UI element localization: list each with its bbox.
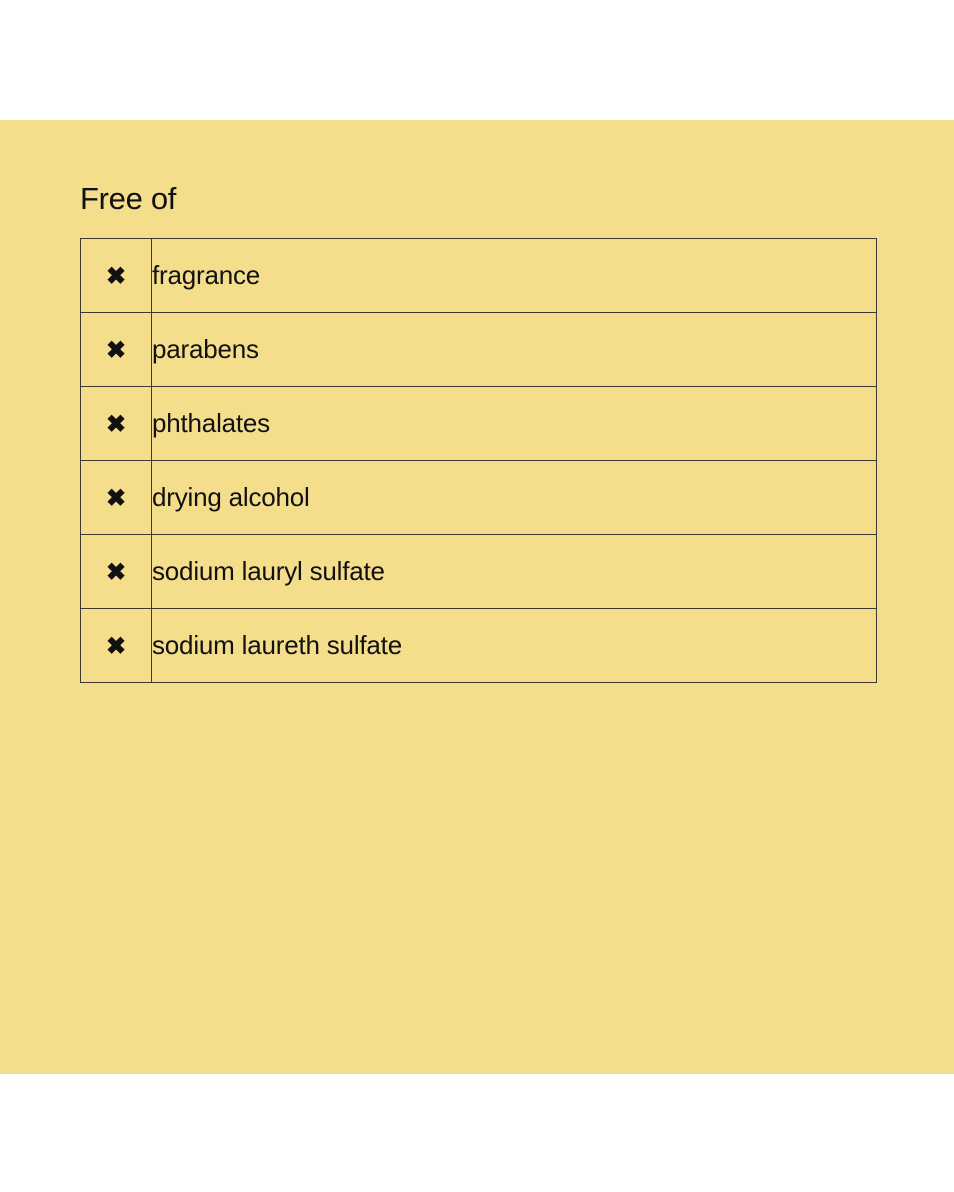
x-mark-icon: ✖	[105, 558, 127, 586]
table-row	[81, 461, 877, 535]
row-label-cell: fragrance	[152, 239, 877, 313]
row-icon-cell	[81, 313, 152, 387]
row-label-cell: sodium laureth sulfate	[152, 609, 877, 683]
x-mark-icon: ✖	[105, 262, 127, 290]
row-icon-cell	[81, 239, 152, 313]
table-row	[81, 387, 877, 461]
x-mark-icon: ✖	[105, 336, 127, 364]
row-icon-cell	[81, 461, 152, 535]
free-of-panel	[0, 120, 954, 1074]
row-icon-cell	[81, 387, 152, 461]
row-label-cell: phthalates	[152, 387, 877, 461]
x-mark-icon: ✖	[105, 484, 127, 512]
table-row	[81, 535, 877, 609]
row-label-cell: drying alcohol	[152, 461, 877, 535]
row-icon-cell	[81, 535, 152, 609]
row-label-cell: parabens	[152, 313, 877, 387]
table-row	[81, 609, 877, 683]
table-row	[81, 313, 877, 387]
x-mark-icon: ✖	[105, 410, 127, 438]
free-of-table-body	[81, 239, 877, 683]
row-label-cell: sodium lauryl sulfate	[152, 535, 877, 609]
page-title: Free of	[80, 181, 177, 216]
x-mark-icon: ✖	[105, 632, 127, 660]
table-row	[81, 239, 877, 313]
row-icon-cell	[81, 609, 152, 683]
free-of-content	[80, 182, 877, 683]
free-of-table	[80, 238, 877, 683]
